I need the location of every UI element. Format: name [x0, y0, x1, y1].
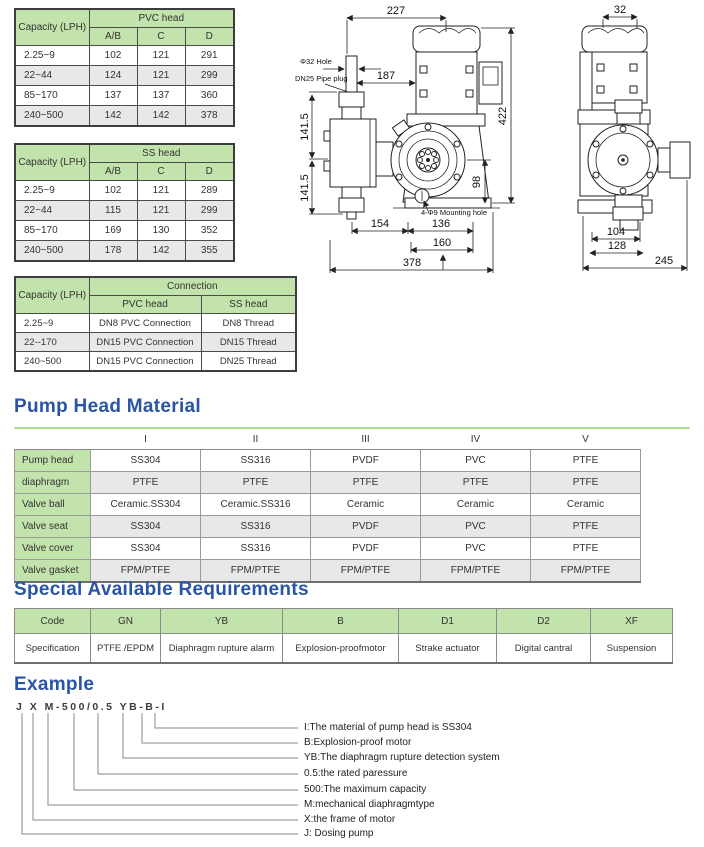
- value-cell: PTFE: [531, 516, 641, 538]
- table-row: [15, 106, 234, 127]
- value-cell: 121: [137, 66, 185, 86]
- value-cell: FPM/PTFE: [91, 560, 201, 583]
- model-code: J X M-500/0.5 YB-B-I: [16, 701, 167, 713]
- value-cell: Ceramic: [311, 494, 421, 516]
- value-cell: 115: [89, 201, 137, 221]
- row-label: Valve seat: [15, 516, 91, 538]
- col-header: A/B: [89, 28, 137, 46]
- value-cell: 178: [89, 241, 137, 262]
- req-header-b: B: [283, 609, 399, 634]
- value-cell: 360: [185, 86, 234, 106]
- col-header-i: I: [91, 429, 201, 450]
- value-cell: 121: [137, 46, 185, 66]
- value-cell: PVC: [421, 538, 531, 560]
- ss-head-table: [14, 143, 235, 262]
- special-requirements-title: Special Available Requirements: [14, 579, 309, 600]
- spec-cell: Specification: [15, 634, 91, 664]
- group-header-cell: Connection: [89, 277, 296, 296]
- value-cell: 102: [89, 181, 137, 201]
- capacity-cell: 2.25~9: [15, 314, 89, 333]
- dim-227-label: 227: [386, 5, 406, 17]
- requirements-table: [14, 608, 673, 664]
- value-cell: 142: [137, 106, 185, 127]
- mounting-hole-label: 4-Φ9 Mounting hole: [421, 208, 488, 217]
- pipe-plug-label: DN25 Pipe plug: [295, 74, 348, 83]
- legend-item: B:Explosion-proof motor: [304, 737, 412, 748]
- col-header-v: V: [531, 429, 641, 450]
- value-cell: SS304: [91, 450, 201, 472]
- value-cell: 137: [137, 86, 185, 106]
- value-cell: 289: [185, 181, 234, 201]
- capacity-cell: 240~500: [15, 241, 89, 262]
- col-header: A/B: [89, 163, 137, 181]
- spec-cell: Explosion-proofmotor: [283, 634, 399, 664]
- value-cell: SS316: [201, 538, 311, 560]
- capacity-cell: 85~170: [15, 86, 89, 106]
- table-row: [15, 333, 296, 352]
- row-label: Valve ball: [15, 494, 91, 516]
- req-header-gn: GN: [91, 609, 161, 634]
- value-cell: FPM/PTFE: [311, 560, 421, 583]
- value-cell: SS304: [91, 516, 201, 538]
- spec-cell: Diaphragm rupture alarm: [161, 634, 283, 664]
- dim-32-label: 32: [613, 4, 627, 16]
- empty-corner: [15, 429, 91, 450]
- hole-label: Φ32 Hole: [300, 57, 332, 66]
- table-row: [15, 181, 234, 201]
- material-table: [14, 429, 641, 583]
- value-cell: PTFE: [91, 472, 201, 494]
- col-header: C: [137, 28, 185, 46]
- dim-98-label: 98: [471, 175, 483, 189]
- table-row: [15, 241, 234, 262]
- table-row: [15, 201, 234, 221]
- value-cell: PTFE: [201, 472, 311, 494]
- value-cell: PVDF: [311, 516, 421, 538]
- value-cell: 355: [185, 241, 234, 262]
- capacity-cell: 240~500: [15, 352, 89, 372]
- req-header-d1: D1: [399, 609, 497, 634]
- value-cell: PVC: [421, 450, 531, 472]
- legend-item: M:mechanical diaphragmtype: [304, 799, 435, 810]
- row-label: Valve cover: [15, 538, 91, 560]
- value-cell: Ceramic: [421, 494, 531, 516]
- table-row: [15, 538, 641, 560]
- value-cell: 102: [89, 46, 137, 66]
- dim-141-5-upper-label: 141.5: [299, 113, 311, 141]
- table-row: [15, 314, 296, 333]
- value-cell: 137: [89, 86, 137, 106]
- col-header: PVC head: [89, 296, 201, 314]
- req-header-d2: D2: [497, 609, 591, 634]
- value-cell: SS316: [201, 516, 311, 538]
- capacity-cell: 22~44: [15, 201, 89, 221]
- value-cell: 299: [185, 66, 234, 86]
- dim-154-label: 154: [370, 218, 390, 230]
- table-row: [15, 221, 234, 241]
- value-cell: DN8 PVC Connection: [89, 314, 201, 333]
- table-row: [15, 46, 234, 66]
- legend-item: X:the frame of motor: [304, 814, 396, 825]
- value-cell: 291: [185, 46, 234, 66]
- value-cell: Ceramic.SS304: [91, 494, 201, 516]
- col-header-iv: IV: [421, 429, 531, 450]
- value-cell: PTFE: [311, 472, 421, 494]
- value-cell: DN15 PVC Connection: [89, 352, 201, 372]
- col-header: D: [185, 28, 234, 46]
- dim-141-5-lower-label: 141.5: [299, 174, 311, 202]
- table-row: [15, 86, 234, 106]
- req-header-xf: XF: [591, 609, 673, 634]
- value-cell: 169: [89, 221, 137, 241]
- value-cell: PTFE: [531, 538, 641, 560]
- value-cell: FPM/PTFE: [421, 560, 531, 583]
- group-header-cell: PVC head: [89, 9, 234, 28]
- value-cell: PVDF: [311, 538, 421, 560]
- value-cell: Ceramic: [531, 494, 641, 516]
- dim-128-label: 128: [607, 240, 627, 252]
- capacity-cell: 22--170: [15, 333, 89, 352]
- capacity-cell: 240~500: [15, 106, 89, 127]
- spec-cell: Digital cantral: [497, 634, 591, 664]
- value-cell: 299: [185, 201, 234, 221]
- value-cell: SS304: [91, 538, 201, 560]
- row-label: Pump head: [15, 450, 91, 472]
- value-cell: FPM/PTFE: [531, 560, 641, 583]
- dim-104-label: 104: [606, 226, 626, 238]
- table-row: [15, 634, 673, 664]
- value-cell: 130: [137, 221, 185, 241]
- connection-table: [14, 276, 297, 372]
- col-header: SS head: [201, 296, 296, 314]
- dim-160-label: 160: [432, 237, 452, 249]
- value-cell: 378: [185, 106, 234, 127]
- pump-head-side: [588, 125, 690, 230]
- col-header-ii: II: [201, 429, 311, 450]
- col-header-iii: III: [311, 429, 421, 450]
- value-cell: DN15 PVC Connection: [89, 333, 201, 352]
- capacity-cell: 2.25~9: [15, 46, 89, 66]
- capacity-cell: 2.25~9: [15, 181, 89, 201]
- dim-187-label: 187: [376, 70, 396, 82]
- value-cell: PVDF: [311, 450, 421, 472]
- table-row: [15, 494, 641, 516]
- table-row: [15, 472, 641, 494]
- capacity-cell: 22~44: [15, 66, 89, 86]
- value-cell: DN15 Thread: [201, 333, 296, 352]
- value-cell: 352: [185, 221, 234, 241]
- pvc-head-table: [14, 8, 235, 127]
- spec-cell: Strake actuator: [399, 634, 497, 664]
- capacity-header-cell: Capacity (LPH): [15, 144, 89, 181]
- example-title: Example: [14, 674, 95, 695]
- col-header: D: [185, 163, 234, 181]
- legend-item: 0.5:the rated paressure: [304, 768, 408, 779]
- value-cell: 124: [89, 66, 137, 86]
- legend-item: 500:The maximum capacity: [304, 784, 427, 795]
- spec-cell: PTFE /EPDM: [91, 634, 161, 664]
- req-header-yb: YB: [161, 609, 283, 634]
- table-row: [15, 516, 641, 538]
- value-cell: SS316: [201, 450, 311, 472]
- capacity-header-cell: Capacity (LPH): [15, 9, 89, 46]
- dim-422-label: 422: [497, 106, 509, 126]
- group-header-cell: SS head: [89, 144, 234, 163]
- value-cell: DN25 Thread: [201, 352, 296, 372]
- legend-item: YB:The diaphragm rupture detection system: [304, 752, 500, 763]
- capacity-header-cell: Capacity (LPH): [15, 277, 89, 314]
- value-cell: PTFE: [421, 472, 531, 494]
- table-row: [15, 66, 234, 86]
- value-cell: 121: [137, 201, 185, 221]
- value-cell: 142: [89, 106, 137, 127]
- legend-item: J: Dosing pump: [304, 828, 374, 839]
- dim-136-label: 136: [431, 218, 451, 230]
- value-cell: 142: [137, 241, 185, 262]
- spec-cell: Suspension: [591, 634, 673, 664]
- value-cell: PTFE: [531, 472, 641, 494]
- value-cell: Ceramic.SS316: [201, 494, 311, 516]
- row-label: diaphragm: [15, 472, 91, 494]
- dim-378-label: 378: [402, 257, 422, 269]
- capacity-cell: 85~170: [15, 221, 89, 241]
- value-cell: PVC: [421, 516, 531, 538]
- legend-item: I:The material of pump head is SS304: [304, 722, 472, 733]
- value-cell: 121: [137, 181, 185, 201]
- side-view-drawing: [560, 0, 704, 300]
- pump-head-material-title: Pump Head Material: [14, 396, 202, 417]
- row-label: Valve gasket: [15, 560, 91, 583]
- table-row: [15, 352, 296, 372]
- front-view-drawing: [295, 0, 560, 300]
- value-cell: FPM/PTFE: [201, 560, 311, 583]
- dim-245-label: 245: [654, 255, 674, 267]
- table-row: [15, 450, 641, 472]
- req-header-code: Code: [15, 609, 91, 634]
- col-header: C: [137, 163, 185, 181]
- value-cell: DN8 Thread: [201, 314, 296, 333]
- value-cell: PTFE: [531, 450, 641, 472]
